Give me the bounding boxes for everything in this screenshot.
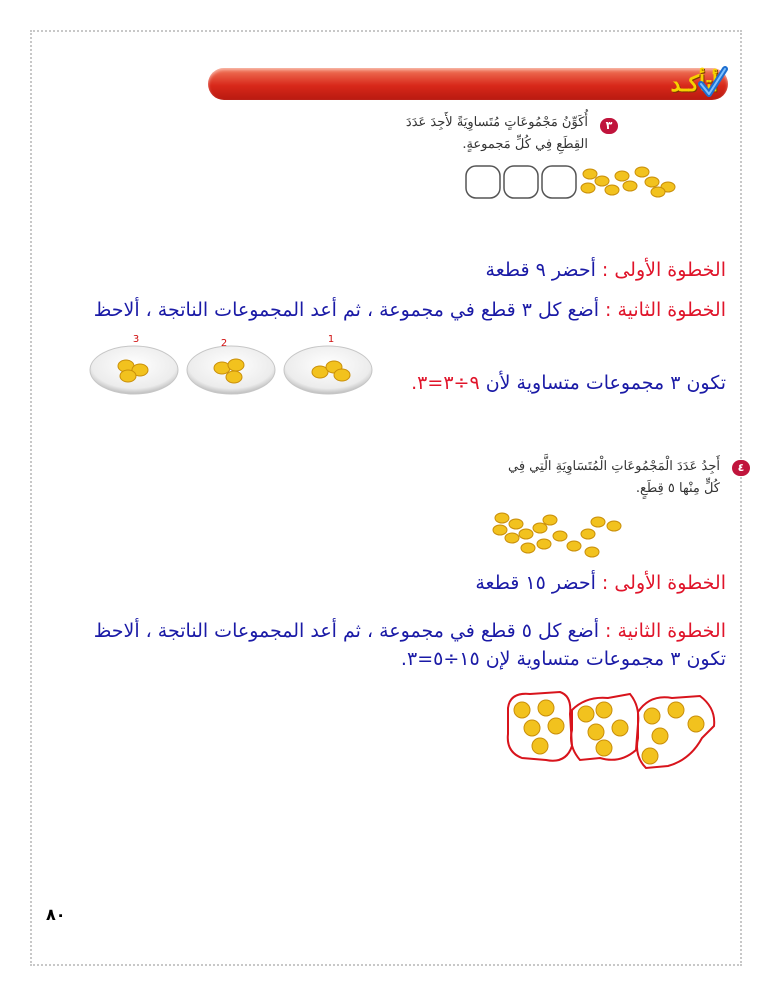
- question-3-number: ٣: [600, 118, 618, 134]
- q4-step-2: [94, 620, 726, 642]
- plate-label: 1: [327, 334, 335, 345]
- question-4-line-1: أَجِدُ عَدَدَ الْمَجْمُوعَاتِ الْمُتَسَاوِيَةِ الَّتِي فِي: [508, 459, 720, 474]
- q4-step-2-text: أضع كل ٥ قطع في مجموعة ، ثم أعد المجموعات الناتجة ، ألاحظ: [93, 620, 599, 642]
- q3-step-1: [486, 259, 726, 281]
- question-3-figure: [462, 162, 697, 202]
- empty-group-box: [466, 166, 500, 198]
- question-4-number: ٤: [732, 460, 750, 476]
- q4-step-1-label: الخطوة الأولى :: [601, 572, 726, 594]
- q3-step-1-text: أحضر ٩ قطعة: [485, 259, 596, 281]
- q3-step-2: [94, 299, 726, 321]
- q4-step-1: [475, 572, 726, 594]
- counters: [514, 700, 704, 764]
- plate-label: 3: [132, 334, 140, 345]
- plates-figure: [88, 332, 378, 396]
- q4-step-2-label: الخطوة الثانية :: [605, 620, 726, 642]
- grouped-counters-figure: [500, 686, 728, 776]
- counters: [493, 513, 621, 557]
- empty-group-box: [504, 166, 538, 198]
- q3-step-2-label: الخطوة الثانية :: [605, 299, 726, 321]
- question-4-line-2: كُلٍّ مِنْها ٥ قِطَعٍ.: [635, 481, 720, 496]
- plate: [284, 334, 372, 394]
- checkmark-icon: [698, 66, 728, 100]
- q4-result-text: تكون ٣ مجموعات متساوية لإن ١٥÷٥=٣.: [400, 648, 726, 670]
- q4-step-1-text: أحضر ١٥ قطعة: [475, 572, 596, 594]
- section-title: أتأكـد: [670, 71, 718, 97]
- q3-equation: ٩÷٣=٣.: [411, 372, 480, 394]
- counters: [581, 167, 675, 197]
- section-banner: [208, 68, 728, 100]
- empty-group-box: [542, 166, 576, 198]
- question-3-line-2: القِطَعِ فِي كُلِّ مَجموعةٍ.: [462, 137, 588, 152]
- page-number: ٨٠: [46, 905, 66, 924]
- plate: [90, 334, 178, 394]
- plate: [187, 338, 275, 394]
- question-3-text: [268, 112, 588, 156]
- q3-step-1-label: الخطوة الأولى :: [601, 259, 726, 281]
- question-3-line-1: أُكَوِّنُ مَجْمُوعَاتٍ مُتَساوِيَةً لأَجِدَ عَدَدَ: [405, 115, 588, 130]
- q4-result: [401, 648, 726, 670]
- question-4-figure: [488, 508, 638, 560]
- q3-result: [411, 372, 726, 394]
- q3-result-text: تكون ٣ مجموعات متساوية لأن: [485, 372, 726, 394]
- plate-label: 2: [220, 338, 228, 349]
- question-4-text: [360, 456, 720, 500]
- q3-step-2-text: أضع كل ٣ قطع في مجموعة ، ثم أعد المجموعات الناتجة ، ألاحظ: [93, 299, 599, 321]
